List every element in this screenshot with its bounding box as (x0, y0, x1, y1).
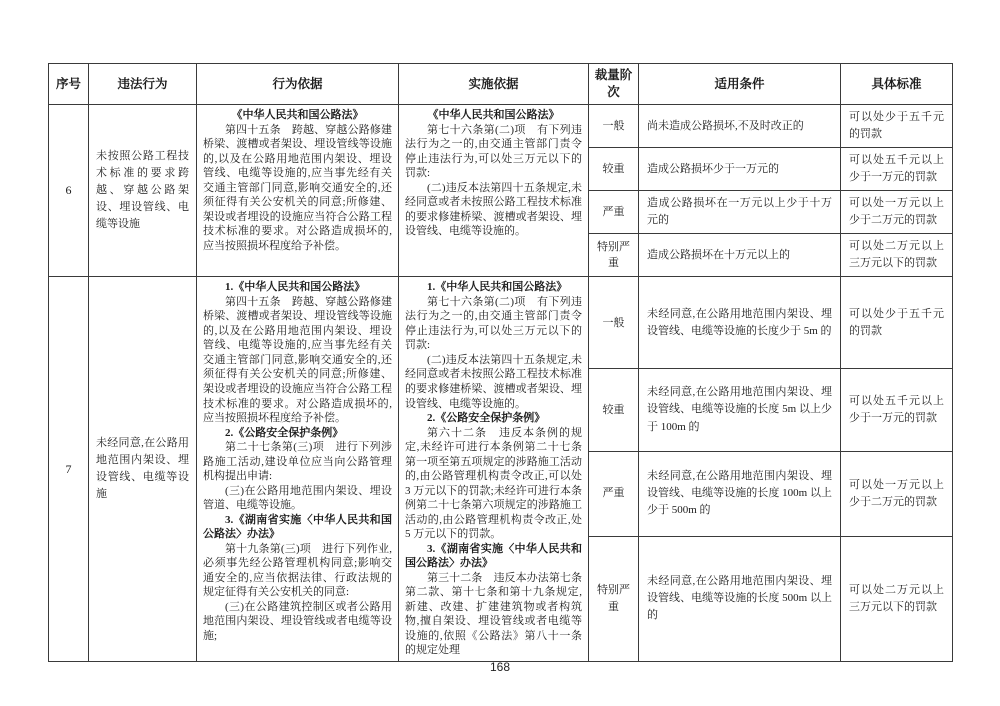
legal-paragraph: (二)违反本法第四十五条规定,未经同意或者未按照公路工程技术标准的要求修建桥梁、渡槽或者架设、埋设管线、电缆等设施的。 (405, 353, 582, 410)
cell-discretion-level: 一般 (589, 105, 639, 148)
legal-paragraph: 第十九条第(三)项 进行下列作业,必须事先经公路管理机构同意;影响交通安全的,应当依据法律、行政法规的规定征得有关公安机关的同意: (203, 542, 392, 599)
legal-paragraph: 第四十五条 跨越、穿越公路修建桥梁、渡槽或者架设、埋设管线等设施的,以及在公路用地范围内架设、埋设管线、电缆等设施的,应当事先经有关交通主管部门同意,影响交通安全的,还须征得有关公安机关的同意;所修建、架设或者埋设的设施应当符合公路工程技术标准的要求。对公路造成损坏的,应当按照损坏程度给予补偿。 (203, 295, 392, 425)
legal-paragraph: 第七十六条第(二)项 有下列违法行为之一的,由交通主管部门责令停止违法行为,可以处三万元以下的罚款: (405, 123, 582, 180)
legal-paragraph: 《中华人民共和国公路法》 (231, 109, 364, 121)
cell-implementation-basis (399, 277, 589, 661)
cell-act-basis (197, 105, 399, 277)
legal-paragraph: 第四十五条 跨越、穿越公路修建桥梁、渡槽或者架设、埋设管线等设施的,以及在公路用地范围内架设、埋设管线、电缆等设施的,应当事先经有关交通主管部门同意,影响交通安全的,还须征得有关公安机关的同意;所修建、架设或者埋设的设施应当符合公路工程技术标准的要求。对公路造成损坏的,应当按照损坏程度给予补偿。 (203, 123, 392, 252)
legal-paragraph: 2.《公路安全保护条例》 (225, 426, 344, 439)
cell-applicable-condition: 未经同意,在公路用地范围内架设、埋设管线、电缆等设施的长度 5m 以上少于 100m 的 (639, 369, 841, 451)
cell-specific-standard: 可以处二万元以上三万元以下的罚款 (841, 536, 953, 661)
cell-illegal-act: 未按照公路工程技术标准的要求跨越、穿越公路架设、埋设管线、电缆等设施 (89, 105, 197, 277)
cell-discretion-level: 一般 (589, 277, 639, 369)
legal-paragraph: 2.《公路安全保护条例》 (427, 412, 546, 425)
legal-paragraph: 第七十六条第(二)项 有下列违法行为之一的,由交通主管部门责令停止违法行为,可以处三万元以下的罚款: (405, 295, 582, 352)
cell-discretion-level: 严重 (589, 191, 639, 234)
table-row (49, 105, 953, 148)
header-applicable-condition: 适用条件 (639, 64, 841, 105)
cell-discretion-level: 特别严重 (589, 536, 639, 661)
header-implementation-basis: 实施依据 (399, 64, 589, 105)
cell-applicable-condition: 未经同意,在公路用地范围内架设、埋设管线、电缆等设施的长度少于 5m 的 (639, 277, 841, 369)
legal-paragraph: 第三十二条 违反本办法第七条第二款、第十七条和第十九条规定,新建、改建、扩建建筑物或者构筑物,擅自架设、埋设管线或者电缆等设施的,依照《公路法》第八十一条的规定处理 (405, 571, 582, 657)
table-row (49, 277, 953, 369)
cell-applicable-condition: 造成公路损坏少于一万元的 (639, 148, 841, 191)
cell-specific-standard: 可以处少于五千元的罚款 (841, 277, 953, 369)
header-row (49, 64, 953, 105)
cell-applicable-condition: 尚未造成公路损坏,不及时改正的 (639, 105, 841, 148)
cell-specific-standard: 可以处五千元以上少于一万元的罚款 (841, 148, 953, 191)
header-discretion-level: 裁量阶次 (589, 64, 639, 105)
legal-paragraph: 1.《中华人民共和国公路法》 (225, 281, 366, 294)
legal-paragraph: (三)在公路用地范围内架设、埋设管道、电缆等设施。 (203, 484, 392, 512)
cell-specific-standard: 可以处五千元以上少于一万元的罚款 (841, 369, 953, 451)
cell-discretion-level: 特别严重 (589, 234, 639, 277)
cell-discretion-level: 较重 (589, 369, 639, 451)
header-specific-standard: 具体标准 (841, 64, 953, 105)
cell-specific-standard: 可以处二万元以上三万元以下的罚款 (841, 234, 953, 277)
cell-applicable-condition: 造成公路损坏在一万元以上少于十万元的 (639, 191, 841, 234)
cell-applicable-condition: 未经同意,在公路用地范围内架设、埋设管线、电缆等设施的长度 500m 以上的 (639, 536, 841, 661)
cell-specific-standard: 可以处一万元以上少于二万元的罚款 (841, 191, 953, 234)
cell-applicable-condition: 造成公路损坏在十万元以上的 (639, 234, 841, 277)
cell-seq-no: 6 (49, 105, 89, 277)
legal-paragraph: 第二十七条第(三)项 进行下列涉路施工活动,建设单位应当向公路管理机构提出申请: (203, 441, 392, 483)
header-seq-no: 序号 (49, 64, 89, 105)
cell-specific-standard: 可以处少于五千元的罚款 (841, 105, 953, 148)
cell-implementation-basis (399, 105, 589, 277)
cell-discretion-level: 严重 (589, 451, 639, 536)
page-number: 168 (489, 660, 511, 674)
legal-paragraph: (三)在公路建筑控制区或者公路用地范围内架设、埋设管线或者电缆等设施; (203, 600, 392, 642)
cell-applicable-condition: 未经同意,在公路用地范围内架设、埋设管线、电缆等设施的长度 100m 以上少于 500m 的 (639, 451, 841, 536)
legal-paragraph: 3.《湖南省实施〈中华人民共和国公路法〉办法》 (203, 513, 392, 541)
cell-illegal-act: 未经同意,在公路用地范围内架设、埋设管线、电缆等设施 (89, 277, 197, 661)
legal-paragraph: 第六十二条 违反本条例的规定,未经许可进行本条例第二十七条第一项至第五项规定的涉路施工活动的,由公路管理机构责令改正,可以处 3 万元以下的罚款;未经许可进行本条例第二十七条第六项规定的涉路施工活动的,由公路管理机构责令改正,处 5 万元以下的罚款。 (405, 426, 582, 541)
header-act-basis: 行为依据 (197, 64, 399, 105)
cell-seq-no: 7 (49, 277, 89, 661)
legal-paragraph: (二)违反本法第四十五条规定,未经同意或者未按照公路工程技术标准的要求修建桥梁、渡槽或者架设、埋设管线、电缆等设施的。 (405, 181, 582, 238)
cell-specific-standard: 可以处一万元以上少于二万元的罚款 (841, 451, 953, 536)
cell-act-basis (197, 277, 399, 661)
penalty-discretion-table (48, 63, 953, 662)
header-illegal-act: 违法行为 (89, 64, 197, 105)
cell-discretion-level: 较重 (589, 148, 639, 191)
legal-paragraph: 3.《湖南省实施〈中华人民共和国公路法〉办法》 (405, 542, 582, 570)
legal-paragraph: 1.《中华人民共和国公路法》 (427, 281, 568, 294)
legal-paragraph: 《中华人民共和国公路法》 (427, 109, 560, 121)
